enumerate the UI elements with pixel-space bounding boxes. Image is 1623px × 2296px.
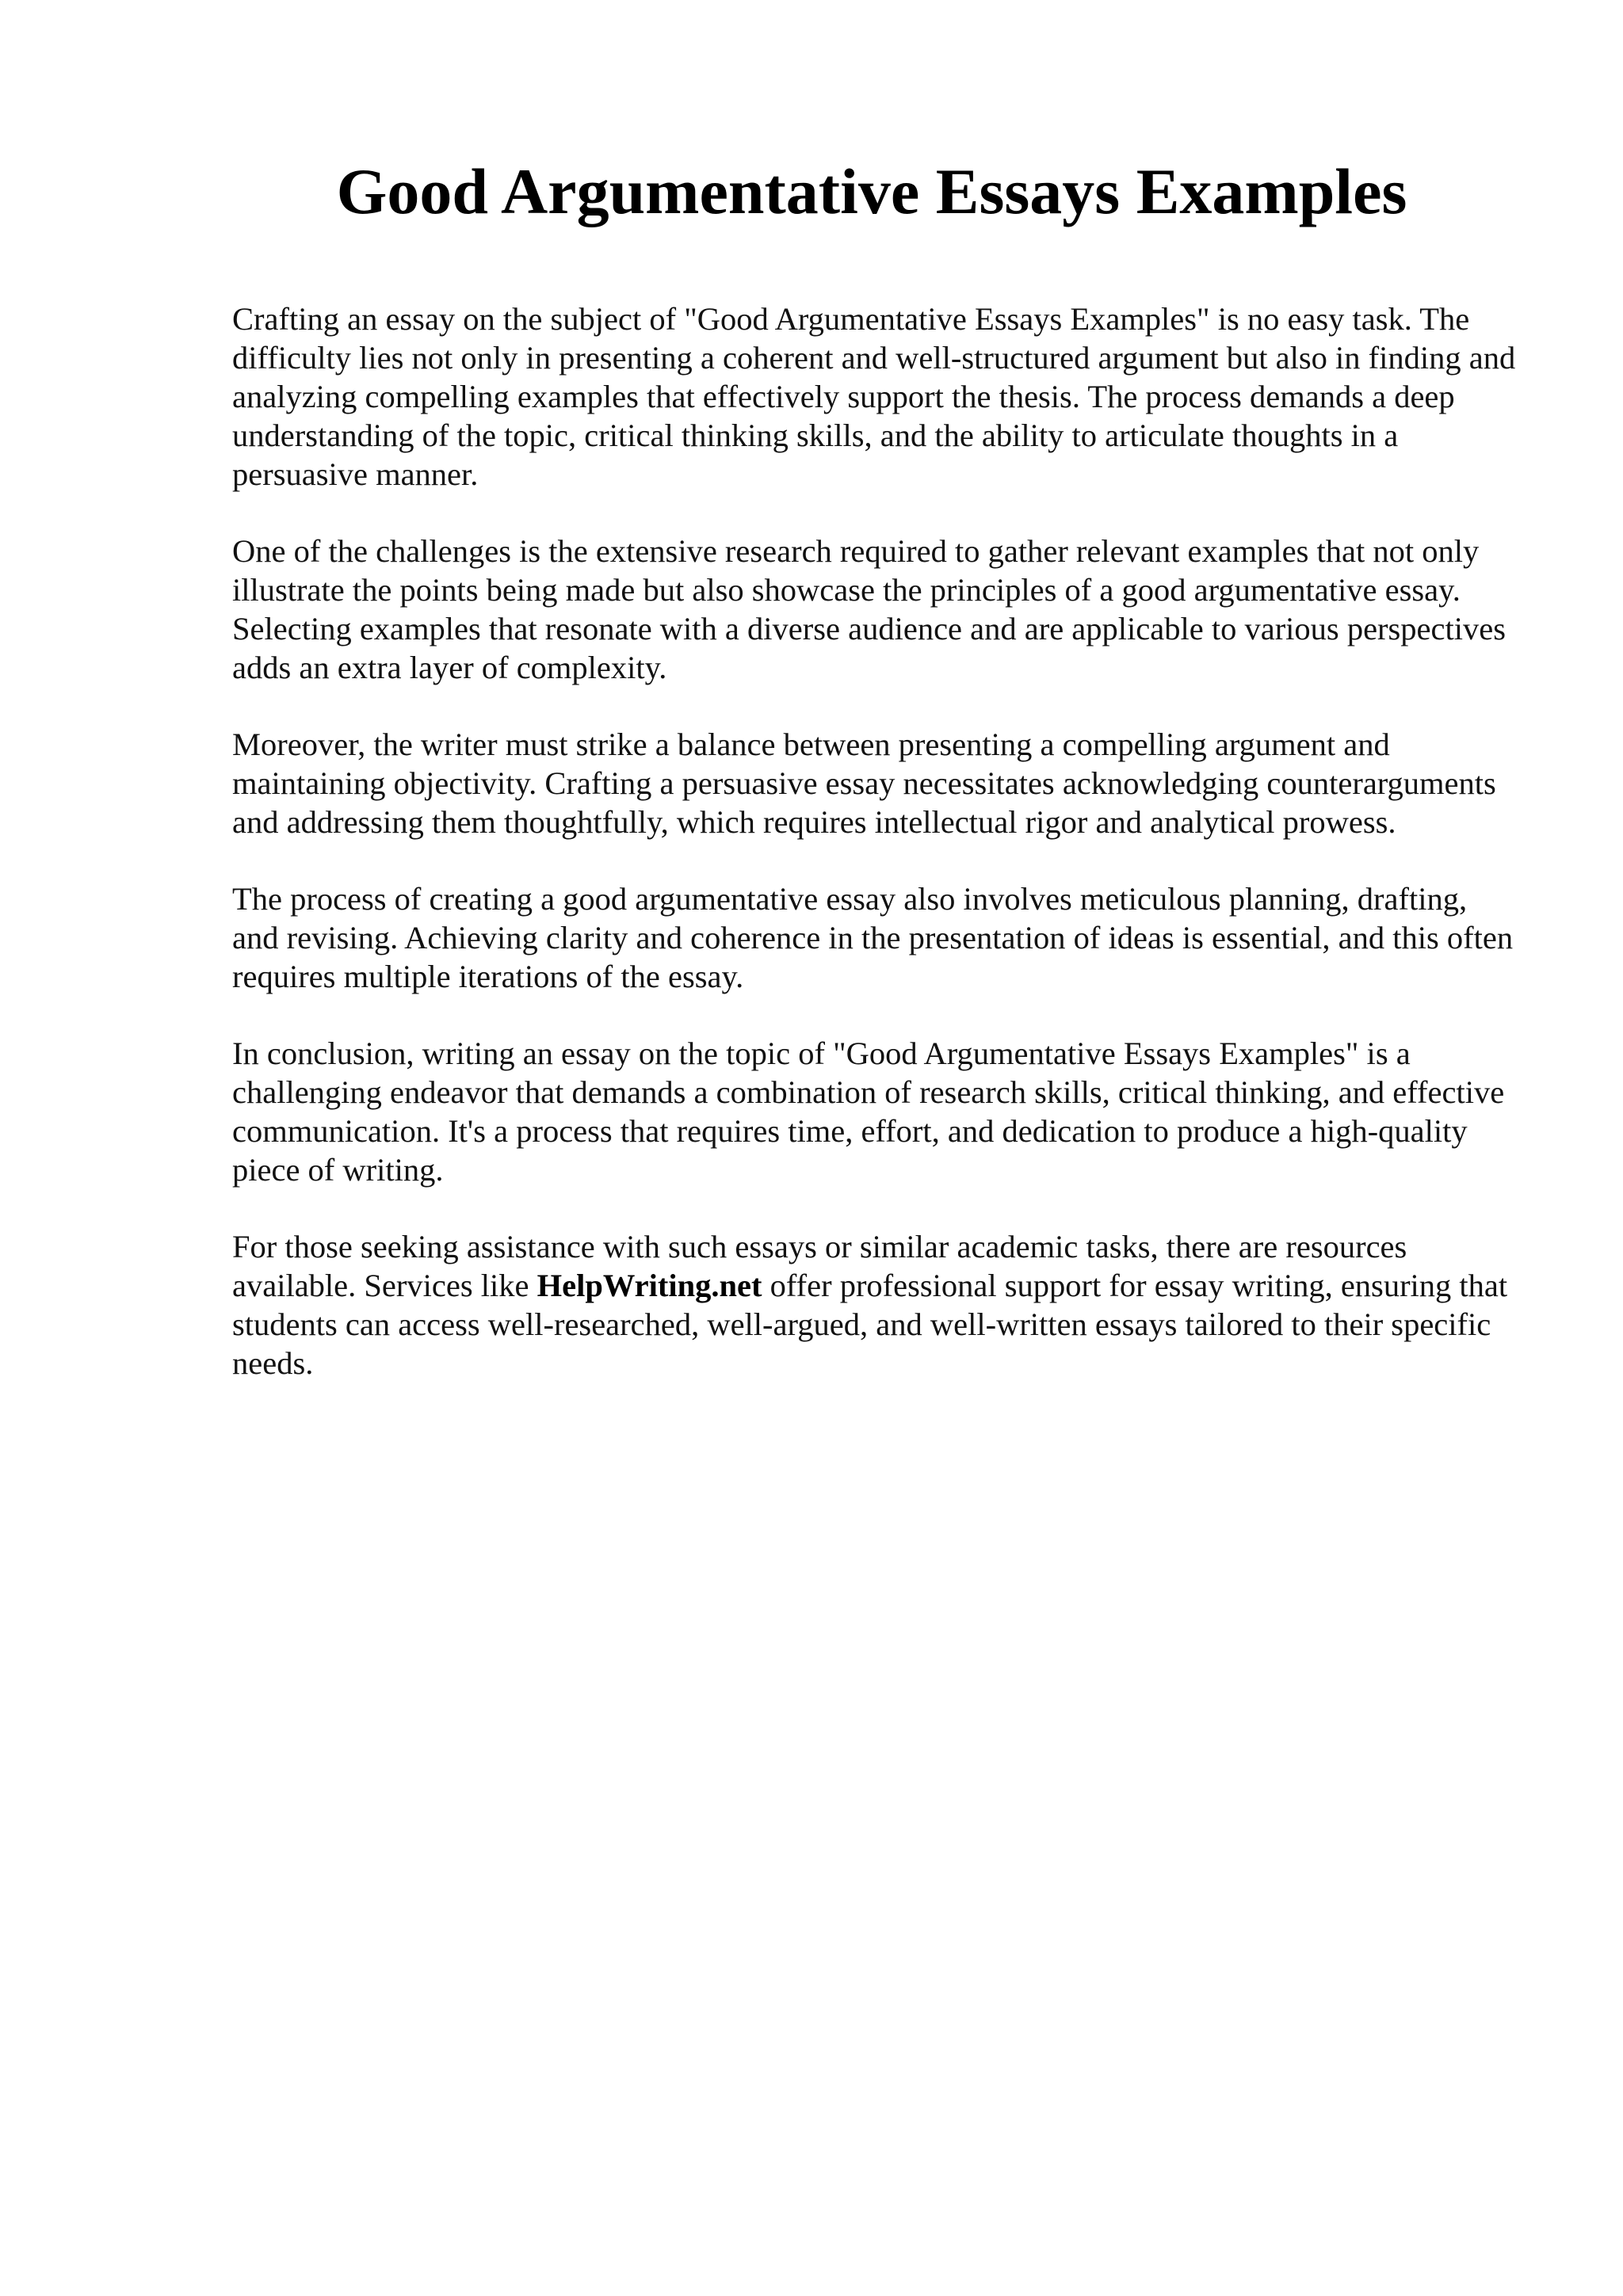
document-title: Good Argumentative Essays Examples: [336, 155, 1407, 227]
final-paragraph-outro: offer professional support for essay writing, ensuring that students can access well-researched, well-argued, and well-written essays tailored to their specific needs.: [232, 1268, 1508, 1381]
paragraph: Crafting an essay on the subject of "Good Argumentative Essays Examples" is no easy task. The difficulty lies not only in presenting a coherent and well-structured argument but also in finding and analyzing compelling examples that effectively support the thesis. The process demands a deep understanding of the topic, critical thinking skills, and the ability to articulate thoughts in a persuasive manner.: [232, 301, 1516, 492]
final-paragraph: [232, 1227, 1516, 1383]
paragraph: One of the challenges is the extensive research required to gather relevant examples that not only illustrate the points being made but also showcase the principles of a good argumentative essay. Selecting examples that resonate with a diverse audience and are applicable to various perspectives adds an extra layer of complexity.: [232, 533, 1506, 685]
final-paragraph-intro: For those seeking assistance with such essays or similar academic tasks, there are resources available. Services like: [232, 1229, 1407, 1303]
paragraph: Moreover, the writer must strike a balance between presenting a compelling argument and maintaining objectivity. Crafting a persuasive essay necessitates acknowledging counterarguments and addressing them thoughtfully, which requires intellectual rigor and analytical prowess.: [232, 727, 1496, 840]
helpwriting-brand-name: HelpWriting.net: [537, 1268, 762, 1303]
document-body: [232, 299, 1516, 1421]
paragraph: In conclusion, writing an essay on the topic of "Good Argumentative Essays Examples" is a challenging endeavor that demands a combination of research skills, critical thinking, and effective communication. It's a process that requires time, effort, and dedication to produce a high-quality piece of writing.: [232, 1035, 1505, 1188]
paragraph: The process of creating a good argumentative essay also involves meticulous planning, drafting, and revising. Achieving clarity and coherence in the presentation of ideas is essential, and this often requires multiple iterations of the essay.: [232, 881, 1514, 994]
